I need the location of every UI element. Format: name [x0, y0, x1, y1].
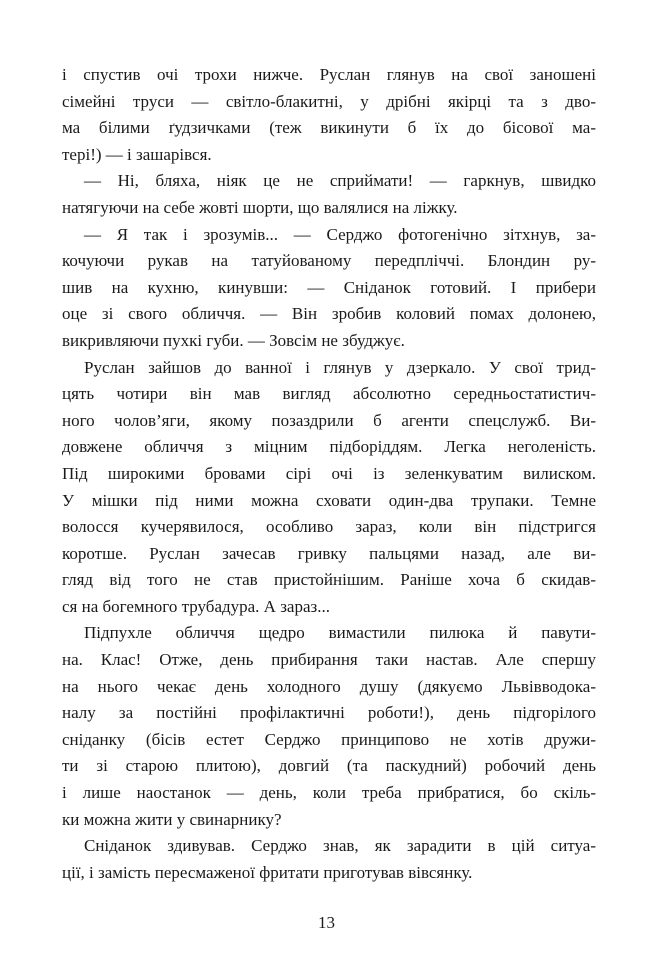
text-line: налу за постійні профілактичні роботи!), день підгорілого [62, 703, 596, 723]
text-line: У мішки під ними можна сховати один-два трупаки. Темне [62, 490, 596, 510]
text-line: Підпухле обличчя щедро вимастили пилюка й павути- [84, 623, 596, 643]
text-line: довжене обличчя з міцним підборіддям. Легка неголеність. [62, 437, 596, 457]
text-line: кочуючи рукав на татуйованому передпліччі. Блондин ру- [62, 251, 596, 271]
text-line: ся на богемного трубадура. А зараз... [62, 596, 330, 616]
text-line: ки можна жити у свинарнику? [62, 809, 282, 829]
text-line: оце зі свого обличчя. — Він зробив коловий помах долонею, [62, 304, 596, 324]
text-line: сніданку (бісів естет Серджо принципово не хотів дружи- [62, 729, 596, 749]
text-line: натягуючи на себе жовті шорти, що валялися на ліжку. [62, 197, 458, 217]
text-line: і спустив очі трохи нижче. Руслан глянув на свої заношені [62, 65, 596, 84]
text-line: Сніданок здивував. Серджо знав, як зарадити в цій ситуа- [84, 836, 596, 856]
text-line: гляд від того не став пристойнішим. Раніше хоча б скидав- [62, 570, 596, 590]
text-line: сімейні труси — світло-блакитні, у дрібні якірці та з дво- [62, 91, 596, 111]
body-text [62, 62, 596, 886]
page-number: 13 [318, 913, 335, 932]
text-line: і лише наостанок — день, коли треба прибратися, бо скіль- [62, 783, 596, 803]
text-line: волосся кучерявилося, особливо зараз, коли він підстригся [62, 517, 596, 537]
text-line: тері!) — і зашарівся. [62, 144, 212, 164]
text-line: на. Клас! Отже, день прибирання таки настав. Але спершу [62, 650, 596, 670]
text-line: Під широкими бровами сірі очі із зеленкуватим вилиском. [62, 463, 596, 483]
text-line: — Я так і зрозумів... — Серджо фотогенічно зітхнув, за- [84, 224, 596, 244]
text-line: коротше. Руслан зачесав гривку пальцями назад, але ви- [62, 543, 596, 563]
text-line: викривляючи пухкі губи. — Зовсім не збуджує. [62, 330, 405, 350]
text-line: ма білими ґудзичками (теж викинути б їх до бісової ма- [62, 118, 596, 138]
text-line: Руслан зайшов до ванної і глянув у дзеркало. У свої трид- [84, 357, 596, 377]
text-line: ції, і замість пересмаженої фритати приготував вівсянку. [62, 862, 473, 882]
text-line: на нього чекає день холодного душу (дякуємо Львівводока- [62, 676, 596, 696]
text-line: шив на кухню, кинувши: — Сніданок готовий. І прибери [62, 277, 596, 297]
text-line: цять чотири він мав вигляд абсолютно середньостатистич- [62, 384, 596, 404]
text-line: — Ні, бляха, ніяк це не сприймати! — гаркнув, швидко [84, 171, 596, 191]
text-line: ти зі старою плитою), довгий (та паскудний) робочий день [62, 756, 596, 776]
text-line: ного чолов’яги, якому позаздрили б агенти спецслужб. Ви- [62, 410, 596, 430]
